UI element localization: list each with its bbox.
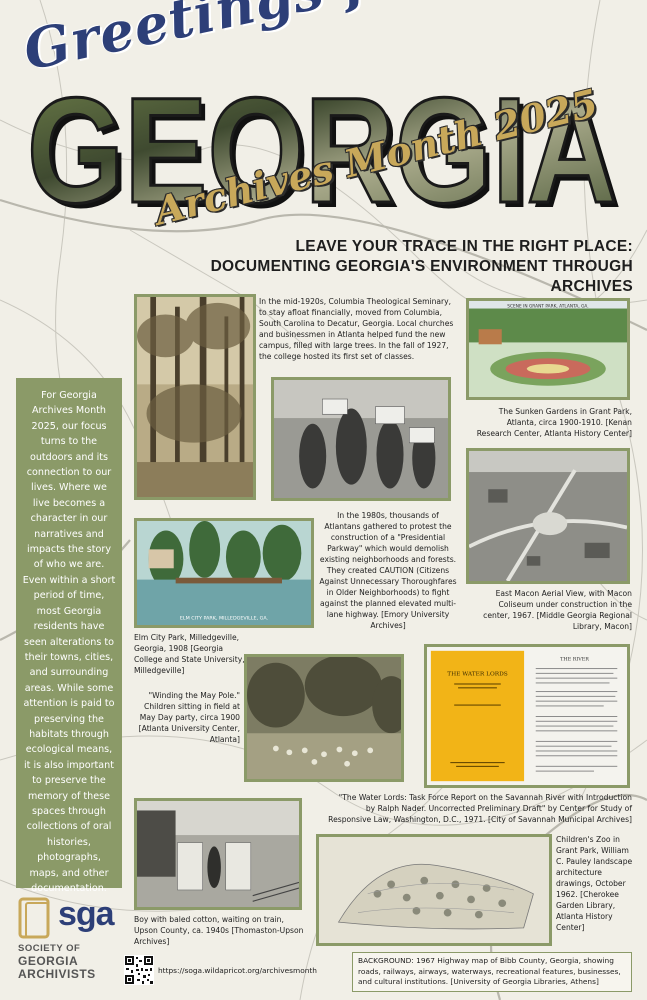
document-title-text: THE WATER LORDS	[447, 671, 508, 678]
childrens-zoo-drawing	[316, 834, 552, 946]
zoo-caption: Children's Zoo in Grant Park, William C. Pauley landscape architecture drawings, October 1962. [Cherokee Garden Library, Atlanta History Center]	[556, 835, 633, 932]
elm-city-caption: Elm City Park, Milledgeville, Georgia, 1908 [Georgia College and State University, Milledgeville]	[134, 633, 245, 675]
logo-abbreviation: sga	[58, 895, 114, 933]
sga-logo	[18, 895, 128, 981]
water-lords-caption: "The Water Lords: Task Force Report on the Savannah River with Introduction by Ralph Nader. Uncorrected Preliminary Draft" by Center for Study of Responsive Law, Washington, D.C., 1971. [City of Savannah Municipal Archives]	[328, 793, 632, 824]
archives-month-link[interactable]: https://soga.wildapricot.org/archivesmonth	[158, 966, 317, 975]
archives-month-title: Archives Month 2025	[150, 79, 603, 234]
elm-city-park-postcard	[134, 518, 314, 628]
georgia-block-letters	[22, 62, 622, 222]
elm-city-postcard-text: ELM CITY PARK, MILLEDGEVILLE, GA.	[179, 616, 269, 622]
caution-protest-photo	[271, 377, 451, 501]
georgia-letters: GEORGIA	[27, 66, 617, 222]
cotton-caption: Boy with baled cotton, waiting on train, Upson County, ca. 1940s [Thomaston-Upson Archives]	[134, 915, 304, 946]
document-right-heading: THE RIVER	[560, 657, 589, 663]
forest-photo	[134, 294, 256, 500]
water-lords-document	[424, 644, 630, 788]
sunken-gardens-caption: The Sunken Gardens in Grant Park, Atlanta, circa 1900-1910. [Kenan Research Center, Atlanta History Center]	[476, 407, 632, 438]
qr-code[interactable]	[124, 955, 154, 985]
sunken-gardens-postcard	[466, 298, 630, 400]
background-map-caption: BACKGROUND: 1967 Highway map of Bibb County, Georgia, showing roads, railways, airways, waterways, recreational features, businesses, and cultural institutions. [University of Georgia Libraries, Athens]	[352, 952, 632, 992]
georgia-shadow: GEORGIA	[32, 71, 622, 222]
may-pole-photo	[244, 654, 404, 782]
may-pole-caption: "Winding the May Pole." Children sitting in field at May Day party, circa 1900 [Atlanta University Center, Atlanta]	[138, 691, 240, 744]
baled-cotton-photo	[134, 798, 302, 910]
theme-heading	[203, 237, 633, 297]
logo-line-1: SOCIETY OF	[18, 943, 81, 954]
theme-line-2: DOCUMENTING GEORGIA'S ENVIRONMENT THROUGH ARCHIVES	[210, 258, 633, 295]
logo-line-3: ARCHIVISTS	[18, 967, 96, 981]
macon-caption: East Macon Aerial View, with Macon Coliseum under construction in the center, 1967. [Middle Georgia Regional Library, Macon]	[483, 589, 632, 631]
intro-panel: For Georgia Archives Month 2025, our focus turns to the outdoors and its connection to our lives. Where we live becomes a character in our narratives and impacts the story of who we are. Even within a short period of time, most Georgia residents have seen alterations to their towns, cities, and surrounding areas. While some attention is paid to preserving the habitats through ecological means, it is also important to preserve the memory of these spaces through collections of oral histories, photographs, maps, and other documentation.	[16, 378, 122, 888]
document-icon	[18, 897, 54, 941]
sunken-gardens-postcard-text: SCENE IN GRANT PARK, ATLANTA, GA.	[507, 304, 589, 310]
theme-line-1: LEAVE YOUR TRACE IN THE RIGHT PLACE:	[295, 238, 633, 255]
macon-aerial-photo	[466, 448, 630, 584]
columbia-caption: In the mid-1920s, Columbia Theological Seminary, to stay afloat financially, moved from Columbia, South Carolina to Decatur, Georgia. Local churches and businessmen in Atlanta helped fund the new campus, filled with large trees. In the fall of 1927, the college hosted its first set of classes.	[259, 297, 454, 361]
caution-caption: In the 1980s, thousands of Atlantans gathered to protest the construction of a "Presidential Parkway" which would demolish existing neighborhoods and forests. They created CAUTION (Citizens Against Unnecessary Thoroughfares in Older Neighborhoods) to fight against the planned elevated multi-lane highway. [Emory University Archives]	[319, 511, 457, 630]
logo-line-2: GEORGIA	[18, 954, 79, 968]
